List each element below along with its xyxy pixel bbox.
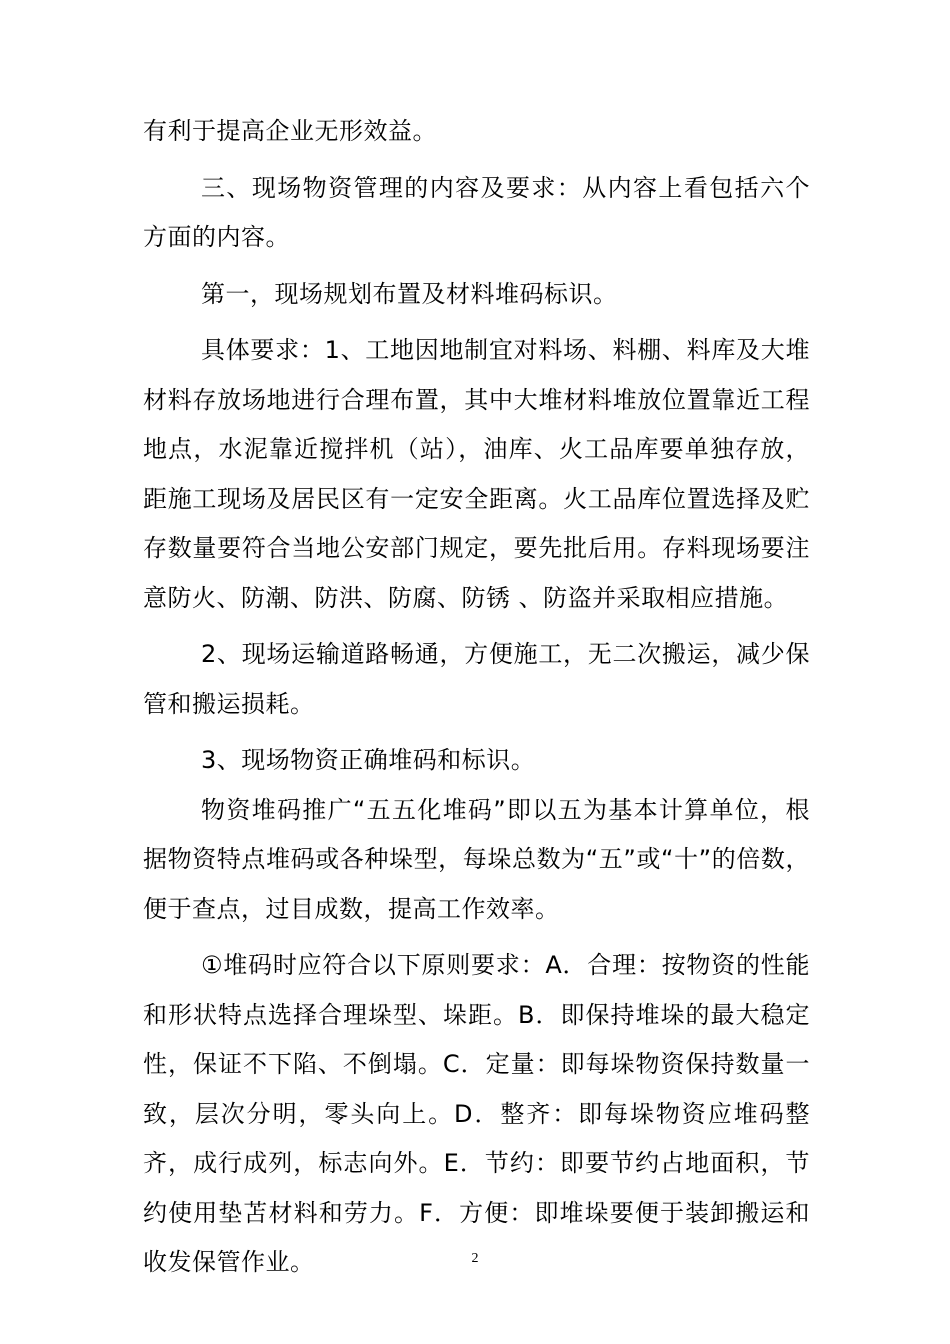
paragraph-requirement-2: 2、现场运输道路畅通，方便施工，无二次搬运，减少保管和搬运损耗。 — [143, 640, 810, 718]
page-number: 2 — [471, 1251, 479, 1266]
paragraph-stacking-principles: ①堆码时应符合以下原则要求：A．合理：按物资的性能和形状特点选择合理垛型、垛距。B．即保持堆垛的最大稳定性，保证不下陷、不倒塌。C．定量：即每垛物资保持数量一致，层次分明，零头向上。D．整齐：即每垛物资应堆码整齐，成行成列，标志向外。E．节约：即要节约占地面积，节约使用垫苫材料和劳力。F．方便：即堆垛要便于装卸搬运和收发保管作业。 — [143, 951, 810, 1276]
paragraph-five-five-stacking: 物资堆码推广“五五化堆码”即以五为基本计算单位，根据物资特点堆码或各种垛型，每垛总数为“五”或“十”的倍数，便于查点，过目成数，提高工作效率。 — [143, 795, 810, 923]
paragraph-section-three-heading: 三、现场物资管理的内容及要求：从内容上看包括六个方面的内容。 — [143, 173, 810, 251]
paragraph-requirement-1: 具体要求：1、工地因地制宜对料场、料棚、料库及大堆材料存放场地进行合理布置，其中大堆材料堆放位置靠近工程地点，水泥靠近搅拌机（站），油库、火工品库要单独存放，距施工现场及居民区有一定安全距离。火工品库位置选择及贮存数量要符合当地公安部门规定，要先批后用。存料现场要注意防火、防潮、防洪、防腐、防锈 、防盗并采取相应措施。 — [143, 336, 810, 612]
paragraph-requirement-3: 3、现场物资正确堆码和标识。 — [201, 746, 536, 774]
paragraph-part-one-heading: 第一，现场规划布置及材料堆码标识。 — [201, 279, 618, 308]
paragraph-continuation: 有利于提高企业无形效益。 — [143, 117, 437, 145]
document-body — [143, 107, 810, 1288]
